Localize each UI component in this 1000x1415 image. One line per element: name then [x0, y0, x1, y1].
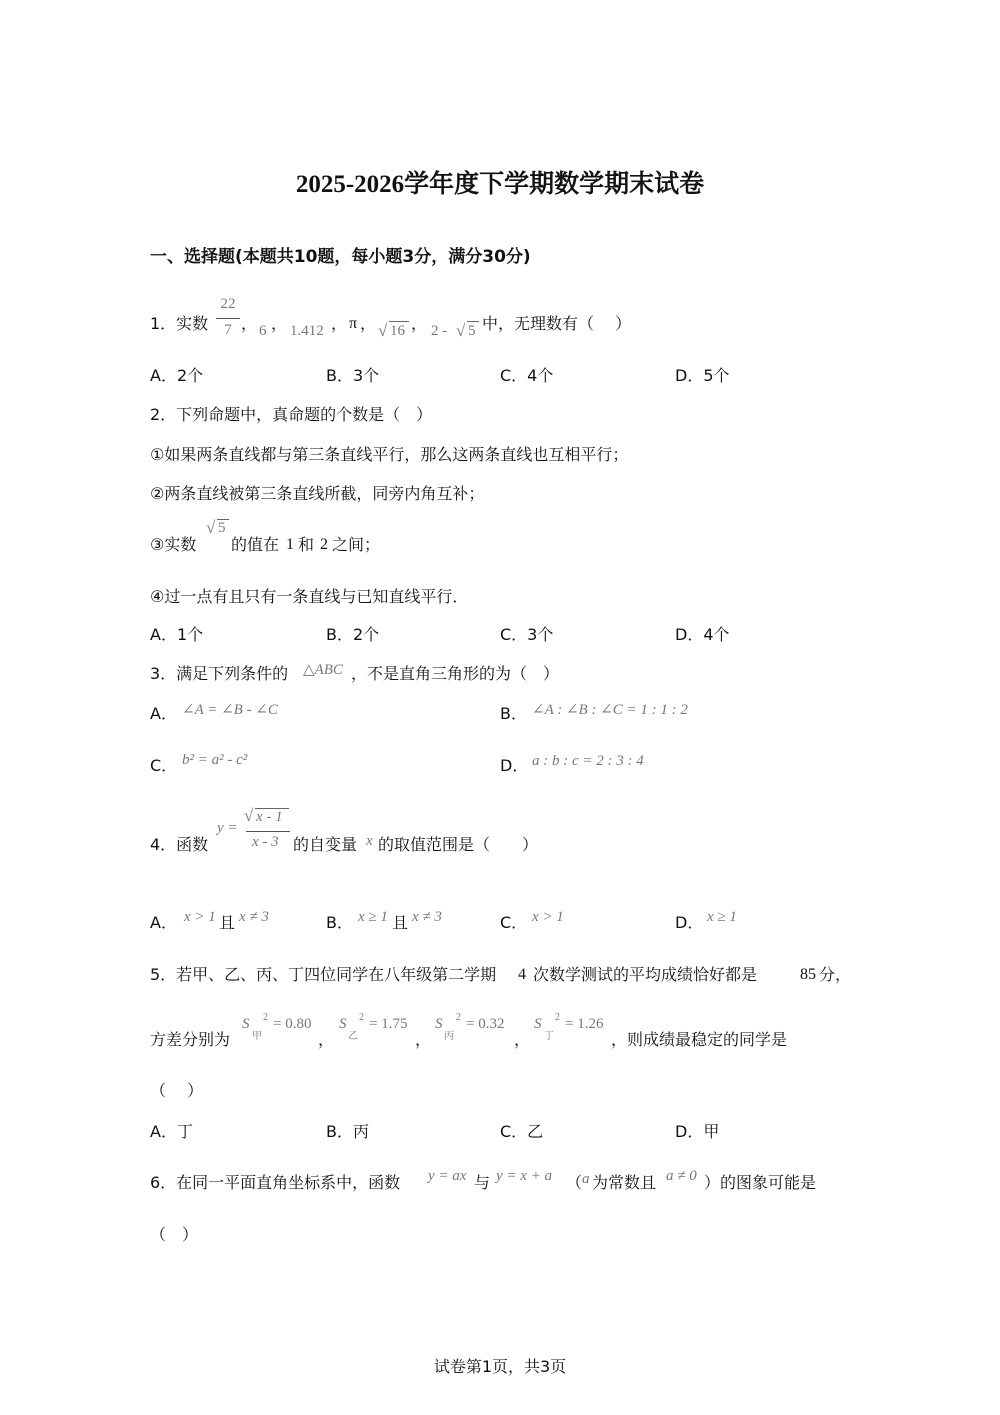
- q6-var-a: a: [582, 1171, 590, 1187]
- q5-line1-mid: 次数学测试的平均成绩恰好都是: [533, 965, 758, 984]
- q4-sqrt-sign: √: [244, 806, 254, 825]
- q1-frac-denominator: 7: [224, 322, 232, 338]
- q6-prefix: 6．在同一平面直角坐标系中，函数: [150, 1173, 401, 1192]
- q1-sqrt-16: 16: [390, 323, 405, 339]
- q3-triangle-abc: △ABC: [303, 662, 343, 678]
- q5-option-c[interactable]: C．乙: [500, 1122, 544, 1141]
- q5-s-bing-sup: 2: [456, 1012, 461, 1023]
- q5-s-ding-value: = 1.26: [565, 1016, 604, 1032]
- q1-value-pi: π: [349, 315, 358, 332]
- exam-title: 2025-2026学年度下学期数学期末试卷: [295, 171, 705, 198]
- q5-option-d[interactable]: D．甲: [675, 1122, 720, 1141]
- q5-s-yi-sub: 乙: [348, 1031, 358, 1042]
- q2-statement-3-prefix: ③实数: [150, 535, 197, 554]
- q1-option-a[interactable]: A．2个: [150, 366, 204, 385]
- q1-sep: ，: [331, 314, 348, 333]
- q1-frac-numerator: 22: [220, 296, 236, 312]
- q5-comma: ，: [514, 1030, 531, 1049]
- q4-mid-text: 的自变量: [293, 835, 358, 854]
- q3-stem-prefix: 3．满足下列条件的: [150, 664, 289, 683]
- q5-s-ding-sub: 丁: [544, 1031, 554, 1042]
- q4-option-d-math[interactable]: x ≥ 1: [707, 909, 737, 925]
- q2-statement-1: ①如果两条直线都与第三条直线平行，那么这两条直线也互相平行；: [150, 445, 629, 464]
- q5-line2-prefix: 方差分别为: [150, 1030, 231, 1049]
- q1-option-d[interactable]: D．5个: [675, 366, 730, 385]
- q1-sep: ，: [271, 314, 288, 333]
- q2-option-a[interactable]: A．1个: [150, 625, 204, 644]
- q4-denominator: x - 3: [252, 834, 279, 850]
- q3-option-a-math[interactable]: ∠A = ∠B - ∠C: [182, 702, 278, 718]
- q1-value-6: 6: [259, 323, 267, 339]
- q5-option-b[interactable]: B．丙: [326, 1122, 369, 1141]
- q4-option-d-label[interactable]: D．: [675, 913, 704, 932]
- q3-stem-suffix: ，不是直角三角形的为（ ）: [351, 664, 560, 683]
- q5-answer-paren: （ ）: [150, 1081, 204, 1100]
- q2-option-b[interactable]: B．2个: [326, 625, 380, 644]
- q2-statement-3-and: 和: [298, 535, 315, 554]
- q3-option-c-label[interactable]: C．: [150, 756, 178, 775]
- q1-sep: ，: [411, 314, 428, 333]
- q6-function-1: y = ax: [428, 1168, 467, 1184]
- q5-s-ding-sup: 2: [555, 1012, 560, 1023]
- q5-line1-prefix: 5．若甲、乙、丙、丁四位同学在八年级第二学期: [150, 965, 497, 984]
- q5-s-yi-sup: 2: [359, 1012, 364, 1023]
- q5-s-yi-value: = 1.75: [369, 1016, 408, 1032]
- page-footer: 试卷第1页，共3页: [433, 1357, 567, 1376]
- q1-sqrt-sign: √: [456, 321, 466, 340]
- q5-s-ding: S: [534, 1016, 542, 1032]
- q2-number-1: 1: [286, 536, 294, 553]
- q5-s-bing-value: = 0.32: [466, 1016, 505, 1032]
- q2-sqrt-sign: √: [206, 518, 216, 537]
- q5-comma: ，: [318, 1030, 335, 1049]
- q5-s-jia-sup: 2: [263, 1012, 268, 1023]
- q4-option-b-and[interactable]: 且: [392, 913, 409, 932]
- q2-number-2: 2: [320, 536, 328, 553]
- q5-s-jia: S: [242, 1016, 250, 1032]
- q4-option-b-label[interactable]: B．: [326, 913, 353, 932]
- q1-sep: ，: [360, 314, 377, 333]
- q4-option-a-label[interactable]: A．: [150, 913, 177, 932]
- q6-suffix: ）的图象可能是: [704, 1173, 817, 1192]
- q5-line1-end: 分，: [819, 965, 852, 984]
- q3-option-a-label[interactable]: A．: [150, 704, 177, 723]
- q4-option-a-math-2[interactable]: x ≠ 3: [239, 909, 269, 925]
- q1-prefix: 1．实数: [150, 314, 209, 333]
- q4-y-equals: y =: [217, 820, 238, 836]
- q1-sqrt-bar: [389, 321, 409, 322]
- q4-frac-bar: [246, 831, 290, 832]
- q2-statement-4: ④过一点有且只有一条直线与已知直线平行．: [150, 587, 469, 606]
- q2-statement-2: ②两条直线被第三条直线所截，同旁内角互补；: [150, 484, 485, 503]
- q5-s-bing-sub: 丙: [444, 1031, 454, 1042]
- q2-stem: 2．下列命题中，真命题的个数是（ ）: [150, 405, 433, 424]
- q6-condition: a ≠ 0: [666, 1168, 697, 1184]
- q5-s-yi: S: [339, 1016, 347, 1032]
- q3-option-b-math[interactable]: ∠A : ∠B : ∠C = 1 : 1 : 2: [532, 702, 688, 718]
- q5-s-jia-sub: 甲: [252, 1031, 262, 1042]
- q3-option-c-math[interactable]: b² = a² - c²: [182, 752, 248, 768]
- q5-comma: ，: [415, 1030, 432, 1049]
- q4-suffix: 的取值范围是（ ）: [378, 835, 539, 854]
- q4-option-b-math-1[interactable]: x ≥ 1: [358, 909, 388, 925]
- q5-s-bing: S: [435, 1016, 443, 1032]
- q1-sqrt-5: 5: [468, 323, 476, 339]
- q1-value-2-minus: 2 -: [431, 323, 448, 339]
- q2-option-c[interactable]: C．3个: [500, 625, 554, 644]
- q6-answer-paren: （ ）: [150, 1225, 199, 1244]
- q3-option-d-label[interactable]: D．: [500, 756, 529, 775]
- q4-radicand: x - 1: [256, 809, 283, 825]
- q6-and: 与: [474, 1173, 491, 1192]
- q4-option-c-label[interactable]: C．: [500, 913, 528, 932]
- q3-option-b-label[interactable]: B．: [500, 704, 527, 723]
- q2-option-d[interactable]: D．4个: [675, 625, 730, 644]
- q2-statement-3-text: 的值在: [231, 535, 280, 554]
- q4-prefix: 4．函数: [150, 835, 209, 854]
- q6-mid: 为常数且: [592, 1173, 657, 1192]
- q5-option-a[interactable]: A．丁: [150, 1122, 193, 1141]
- q1-option-c[interactable]: C．4个: [500, 366, 554, 385]
- q1-value-1412: 1.412: [290, 323, 324, 339]
- q5-line2-end: ，则成绩最稳定的同学是: [611, 1030, 788, 1049]
- q1-sqrt-sign: √: [378, 321, 388, 340]
- q3-option-d-math[interactable]: a : b : c = 2 : 3 : 4: [532, 753, 644, 769]
- q2-statement-3-end: 之间；: [332, 535, 381, 554]
- q5-s-jia-value: = 0.80: [273, 1016, 312, 1032]
- q4-option-c-math[interactable]: x > 1: [532, 909, 564, 925]
- q2-sqrt-5: 5: [218, 520, 226, 536]
- q5-number-4: 4: [518, 966, 526, 983]
- section-heading-choice: 一、选择题(本题共10题，每小题3分，满分30分): [150, 247, 531, 267]
- q4-option-b-math-2[interactable]: x ≠ 3: [412, 909, 442, 925]
- q1-suffix: 中，无理数有（ ）: [482, 314, 632, 333]
- q4-option-a-math-1[interactable]: x > 1: [184, 909, 216, 925]
- q4-option-a-and[interactable]: 且: [219, 913, 236, 932]
- q1-option-b[interactable]: B．3个: [326, 366, 380, 385]
- q1-sep: ，: [241, 314, 258, 333]
- q5-number-85: 85: [800, 966, 816, 983]
- q4-var-x: x: [366, 833, 373, 849]
- q6-paren-open: （: [566, 1173, 583, 1192]
- q1-sqrt-bar: [467, 321, 479, 322]
- q6-function-2: y = x + a: [496, 1168, 553, 1184]
- q1-frac-bar: [216, 318, 240, 319]
